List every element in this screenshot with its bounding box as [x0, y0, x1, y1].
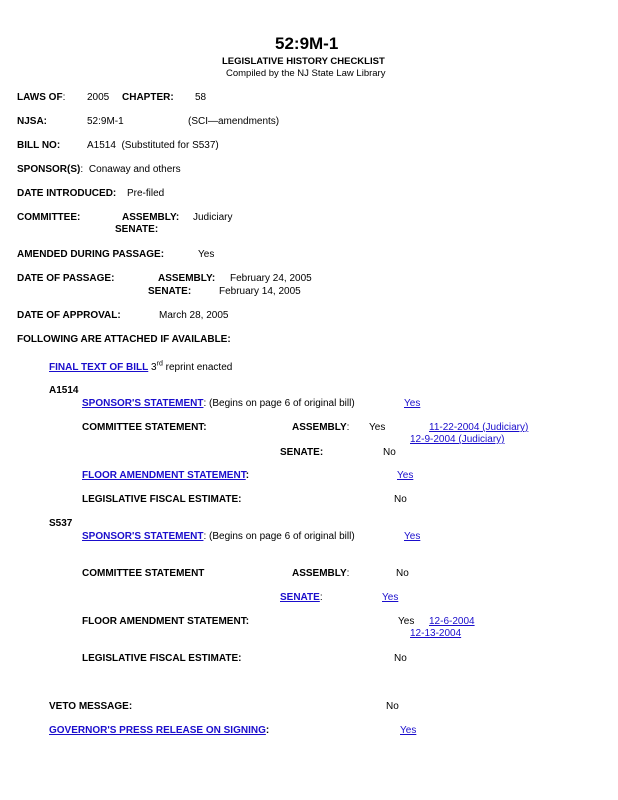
a1514-floor-yes-link[interactable]: Yes: [397, 470, 414, 481]
a1514-sponsor-statement-row: [82, 398, 355, 409]
bill-no-label: BILL NO:: [17, 140, 61, 151]
a1514-assembly-colon: :: [346, 422, 350, 433]
a1514-assembly-label: ASSEMBLY: [292, 422, 347, 433]
a1514-senate-label: SENATE:: [280, 447, 324, 458]
committee-label: COMMITTEE:: [17, 212, 81, 223]
s537-heading: S537: [49, 518, 73, 529]
njsa-label: NJSA:: [17, 116, 48, 127]
governor-yes-link[interactable]: Yes: [400, 725, 417, 736]
a1514-floor-colon: :: [245, 470, 250, 481]
checklist-subtitle: LEGISLATIVE HISTORY CHECKLIST: [222, 56, 385, 67]
committee-senate-label: SENATE:: [115, 224, 159, 235]
s537-assembly-value: No: [396, 568, 409, 579]
following-heading: FOLLOWING ARE ATTACHED IF AVAILABLE:: [17, 334, 231, 345]
s537-floor-link-1[interactable]: 12-6-2004: [429, 616, 475, 627]
s537-assembly-label: ASSEMBLY: [292, 568, 347, 579]
a1514-sponsor-statement-yes-link[interactable]: Yes: [404, 398, 421, 409]
s537-assembly-colon: :: [346, 568, 350, 579]
chapter-label: CHAPTER:: [122, 92, 174, 103]
committee-assembly-label: ASSEMBLY:: [122, 212, 180, 223]
s537-fiscal-label: LEGISLATIVE FISCAL ESTIMATE:: [82, 653, 242, 664]
governor-colon: :: [265, 725, 270, 736]
veto-value: No: [386, 701, 399, 712]
date-approval-value: March 28, 2005: [159, 310, 229, 321]
committee-assembly-value: Judiciary: [193, 212, 233, 223]
final-text-link[interactable]: FINAL TEXT OF BILL: [49, 362, 149, 373]
s537-senate-colon: :: [319, 592, 323, 603]
a1514-fiscal-label: LEGISLATIVE FISCAL ESTIMATE:: [82, 494, 242, 505]
date-introduced-label: DATE INTRODUCED:: [17, 188, 117, 199]
passage-assembly-label: ASSEMBLY:: [158, 273, 216, 284]
a1514-sponsor-statement-link[interactable]: SPONSOR'S STATEMENT: [82, 398, 204, 409]
s537-sponsor-statement-row: [82, 531, 355, 542]
final-text-row: [49, 362, 232, 373]
sponsors-value: Conaway and others: [88, 164, 181, 175]
s537-sponsor-statement-yes-link[interactable]: Yes: [404, 531, 421, 542]
veto-label: VETO MESSAGE:: [49, 701, 133, 712]
s537-senate-yes-link[interactable]: Yes: [382, 592, 399, 603]
sponsors-label: SPONSOR(S): [17, 164, 81, 175]
a1514-committee-label: COMMITTEE STATEMENT:: [82, 422, 207, 433]
final-text-ordinal: 3rd: [151, 360, 163, 373]
s537-committee-label: COMMITTEE STATEMENT: [82, 568, 205, 579]
s537-floor-link-2[interactable]: 12-13-2004: [410, 628, 462, 639]
passage-assembly-value: February 24, 2005: [230, 273, 312, 284]
a1514-sponsor-statement-note: : (Begins on page 6 of original bill): [203, 398, 355, 409]
passage-senate-value: February 14, 2005: [219, 286, 301, 297]
laws-of-colon: :: [62, 92, 66, 103]
bill-no-value: A1514 (Substituted for S537): [87, 140, 219, 151]
a1514-assembly-link-2[interactable]: 12-9-2004 (Judiciary): [410, 434, 505, 445]
page-title: 52:9M-1: [275, 34, 339, 53]
date-introduced-value: Pre-filed: [127, 188, 165, 199]
s537-floor-value: Yes: [398, 616, 415, 627]
s537-sponsor-statement-link[interactable]: SPONSOR'S STATEMENT: [82, 531, 204, 542]
a1514-floor-amendment-link[interactable]: FLOOR AMENDMENT STATEMENT: [82, 470, 246, 481]
laws-of-label: LAWS OF: [17, 92, 63, 103]
chapter-value: 58: [195, 92, 207, 103]
s537-committee-assembly-row: [292, 568, 349, 579]
a1514-floor-row: [82, 470, 249, 481]
s537-floor-label: FLOOR AMENDMENT STATEMENT:: [82, 616, 250, 627]
njsa-note: (SCI—amendments): [188, 116, 280, 127]
laws-of-value: 2005: [87, 92, 110, 103]
s537-fiscal-value: No: [394, 653, 407, 664]
a1514-heading: A1514: [49, 385, 79, 396]
a1514-assembly-link-1[interactable]: 11-22-2004 (Judiciary): [429, 422, 529, 433]
passage-senate-label: SENATE:: [148, 286, 192, 297]
njsa-value: 52:9M-1: [87, 116, 124, 127]
date-approval-label: DATE OF APPROVAL:: [17, 310, 121, 321]
s537-senate-link[interactable]: SENATE: [280, 592, 320, 603]
date-passage-label: DATE OF PASSAGE:: [17, 273, 115, 284]
a1514-assembly-value: Yes: [369, 422, 386, 433]
final-text-rest: reprint enacted: [165, 362, 233, 373]
laws-of-row: [17, 92, 65, 103]
a1514-fiscal-value: No: [394, 494, 407, 505]
compiled-by: Compiled by the NJ State Law Library: [226, 68, 386, 79]
sponsors-row: [17, 164, 181, 175]
amended-value: Yes: [198, 249, 215, 260]
governor-press-release-link[interactable]: GOVERNOR'S PRESS RELEASE ON SIGNING: [49, 725, 266, 736]
sponsors-colon: :: [80, 164, 84, 175]
s537-senate-row: [280, 592, 323, 603]
governor-row: [49, 725, 269, 736]
s537-sponsor-statement-note: : (Begins on page 6 of original bill): [203, 531, 355, 542]
amended-label: AMENDED DURING PASSAGE:: [17, 249, 165, 260]
a1514-committee-assembly-row: [292, 422, 349, 433]
a1514-senate-value: No: [383, 447, 396, 458]
